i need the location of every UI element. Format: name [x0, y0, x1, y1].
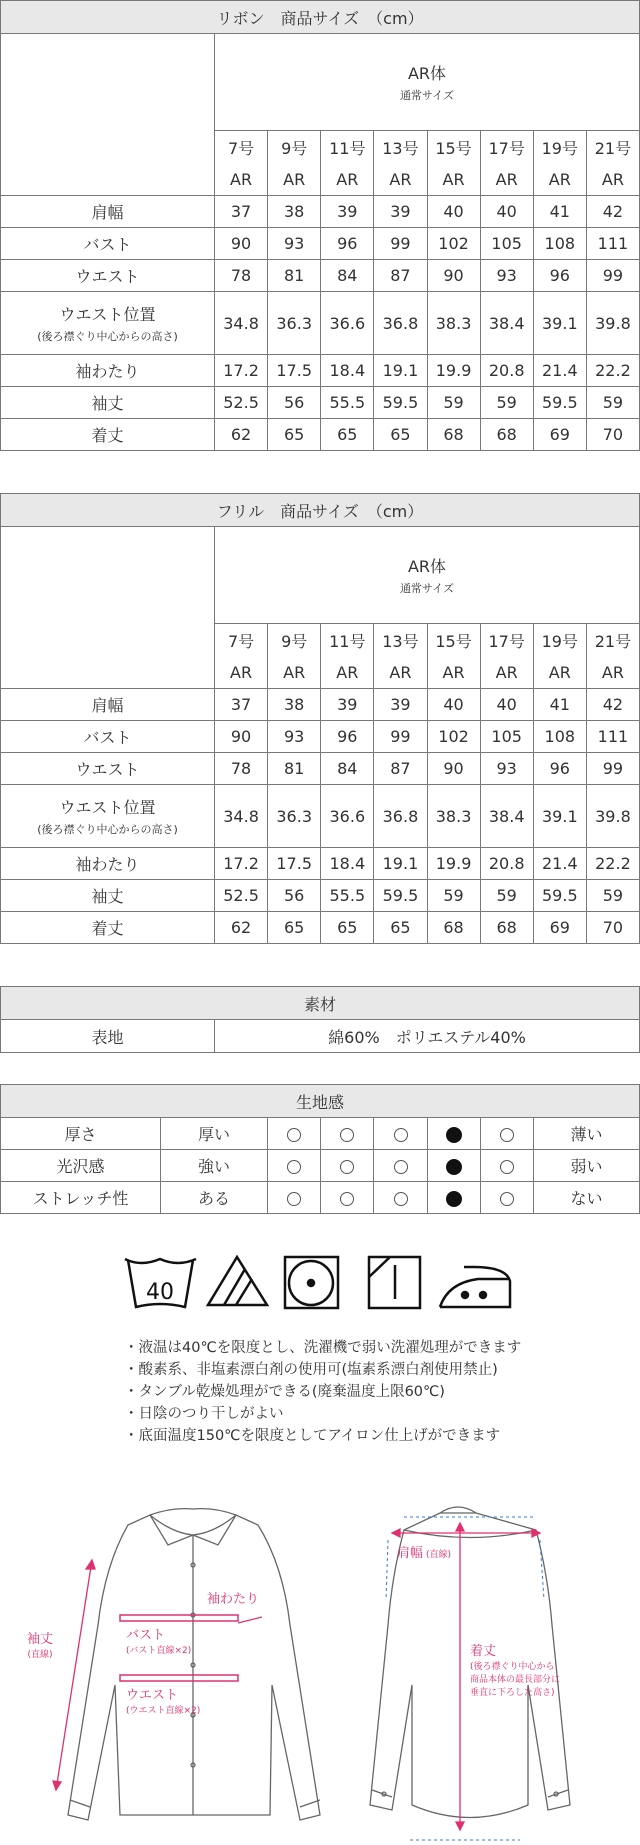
table-cell: 52.5: [215, 387, 268, 419]
size-header: 19号: [533, 624, 586, 657]
table-cell: 65: [374, 912, 427, 944]
row-label-cell: [1, 785, 215, 848]
table-cell: 62: [215, 419, 268, 451]
size-header: 15号: [427, 131, 480, 164]
shoulder-label: 肩幅: [397, 1546, 424, 1561]
row-label: 袖わたり: [75, 362, 140, 381]
table-title: リボン 商品サイズ （cm）: [1, 1, 640, 34]
table-cell: 68: [480, 419, 533, 451]
table-cell: 99: [374, 721, 427, 753]
measurement-diagram: [0, 1505, 640, 1845]
material-title: 素材: [1, 987, 640, 1020]
table-cell: 81: [268, 260, 321, 292]
table-cell: 37: [215, 196, 268, 228]
table-cell: 59: [427, 387, 480, 419]
body-type-sub: 通常サイズ: [399, 582, 455, 595]
table-cell: 41: [533, 196, 586, 228]
size-header: 17号: [480, 131, 533, 164]
table-cell: 21.4: [533, 848, 586, 880]
table-cell: 99: [586, 753, 639, 785]
size-code: AR: [586, 656, 639, 689]
bust-sub: (バスト直線×2): [126, 1646, 192, 1656]
table-cell: 102: [427, 721, 480, 753]
row-label-cell: [1, 848, 215, 880]
size-code: AR: [427, 656, 480, 689]
waist-marker: [120, 1675, 238, 1681]
bust-label: バスト: [126, 1628, 166, 1643]
empty-circle-icon: [287, 1128, 301, 1142]
table-row: [1, 355, 640, 387]
table-title: フリル 商品サイズ （cm）: [1, 494, 640, 527]
table-cell: 96: [321, 228, 374, 260]
table-cell: 36.3: [268, 785, 321, 848]
bleach-allowed-icon: [208, 1257, 267, 1305]
table-cell: 62: [215, 912, 268, 944]
fabric-scale-cell: [481, 1118, 534, 1150]
table-cell: 39.8: [586, 292, 639, 355]
table-cell: 22.2: [586, 848, 639, 880]
row-label: 肩幅: [91, 696, 124, 715]
table-cell: 99: [374, 228, 427, 260]
table-cell: 36.6: [321, 785, 374, 848]
table-cell: 17.2: [215, 355, 268, 387]
size-code: AR: [374, 656, 427, 689]
table-cell: 70: [586, 912, 639, 944]
row-label: 袖丈: [91, 887, 124, 906]
fabric-row: [1, 1182, 640, 1214]
fabric-label: 光沢感: [1, 1150, 161, 1182]
shoulder-sub: (直線): [426, 1550, 452, 1560]
length-label: 着丈: [470, 1644, 497, 1659]
fabric-scale-cell: [374, 1182, 428, 1214]
size-code: AR: [321, 163, 374, 196]
row-label-cell: [1, 387, 215, 419]
table-cell: 78: [215, 260, 268, 292]
row-label: ウエスト位置: [59, 798, 156, 817]
care-note: ・底面温度150℃を限度としてアイロン仕上げができます: [124, 1428, 501, 1444]
size-code: AR: [215, 656, 268, 689]
table-cell: 96: [533, 260, 586, 292]
empty-circle-icon: [340, 1160, 354, 1174]
table-cell: 108: [533, 228, 586, 260]
sleeve-width-label: 袖わたり: [207, 1592, 260, 1607]
table-cell: 59: [480, 387, 533, 419]
sleeve-length-marker: [53, 1560, 95, 1790]
table-cell: 36.6: [321, 292, 374, 355]
front-shirt-illustration: [68, 1509, 320, 1820]
size-header: 19号: [533, 131, 586, 164]
bust-marker: [120, 1615, 238, 1621]
table-row: [1, 228, 640, 260]
table-cell: 68: [427, 912, 480, 944]
table-cell: 40: [480, 196, 533, 228]
table-cell: 37: [215, 689, 268, 721]
selected-dot-icon: [446, 1191, 462, 1207]
fabric-scale-cell: [321, 1150, 374, 1182]
table-cell: 52.5: [215, 880, 268, 912]
table-row: [1, 387, 640, 419]
table-cell: 59: [480, 880, 533, 912]
care-note: ・日陰のつり干しがよい: [124, 1406, 284, 1422]
sleeve-width-marker: [238, 1617, 262, 1623]
size-table-ribbon: [0, 0, 640, 451]
table-row: [1, 260, 640, 292]
table-row: [1, 419, 640, 451]
svg-text:40: 40: [146, 1280, 174, 1305]
row-label-cell: [1, 228, 215, 260]
size-header: 9号: [268, 131, 321, 164]
care-notes: [124, 1337, 521, 1447]
table-cell: 56: [268, 387, 321, 419]
row-label: 着丈: [91, 426, 124, 445]
fabric-title: 生地感: [1, 1085, 640, 1118]
size-header: 15号: [427, 624, 480, 657]
table-cell: 17.5: [268, 848, 321, 880]
table-cell: 38.4: [480, 292, 533, 355]
row-label-cell: [1, 196, 215, 228]
size-header: 21号: [586, 131, 639, 164]
fabric-scale-cell: [428, 1118, 481, 1150]
row-label-cell: [1, 721, 215, 753]
size-header: 7号: [215, 131, 268, 164]
table-cell: 65: [321, 912, 374, 944]
wash-40-icon: [125, 1259, 196, 1307]
fabric-left: ある: [161, 1182, 268, 1214]
size-header: 13号: [374, 131, 427, 164]
table-row: [1, 753, 640, 785]
table-cell: 65: [268, 419, 321, 451]
table-row: [1, 196, 640, 228]
row-label: ウエスト: [75, 267, 140, 286]
row-label-cell: [1, 419, 215, 451]
row-label-cell: [1, 260, 215, 292]
fabric-scale-cell: [268, 1182, 321, 1214]
fabric-scale-cell: [374, 1150, 428, 1182]
table-cell: 99: [586, 260, 639, 292]
table-row: [1, 721, 640, 753]
empty-circle-icon: [394, 1128, 408, 1142]
table-row: [1, 292, 640, 355]
waist-sub: (ウエスト直線×2): [126, 1706, 201, 1716]
fabric-scale-cell: [428, 1150, 481, 1182]
table-cell: 39.1: [533, 292, 586, 355]
size-code: AR: [480, 163, 533, 196]
table-cell: 68: [480, 912, 533, 944]
table-cell: 41: [533, 689, 586, 721]
empty-circle-icon: [500, 1160, 514, 1174]
size-code: AR: [268, 163, 321, 196]
row-label-cell: [1, 880, 215, 912]
table-cell: 90: [215, 228, 268, 260]
row-label: ウエスト: [75, 760, 140, 779]
empty-circle-icon: [500, 1128, 514, 1142]
row-label-cell: [1, 753, 215, 785]
table-cell: 59: [586, 880, 639, 912]
table-row: [1, 785, 640, 848]
table-cell: 39.1: [533, 785, 586, 848]
table-cell: 59.5: [533, 387, 586, 419]
table-cell: 55.5: [321, 880, 374, 912]
table-cell: 84: [321, 260, 374, 292]
fabric-scale-cell: [374, 1118, 428, 1150]
row-label-sub: (後ろ襟ぐり中心からの高さ): [37, 330, 178, 343]
table-cell: 17.5: [268, 355, 321, 387]
row-label-cell: [1, 689, 215, 721]
length-sub-3: 垂直に下ろした高さ): [470, 1688, 555, 1698]
row-label: 肩幅: [91, 203, 124, 222]
fabric-scale-cell: [481, 1182, 534, 1214]
size-code: AR: [268, 656, 321, 689]
fabric-label: ストレッチ性: [1, 1182, 161, 1214]
table-cell: 87: [374, 260, 427, 292]
empty-circle-icon: [500, 1192, 514, 1206]
table-cell: 39.8: [586, 785, 639, 848]
corner-cell: [1, 527, 215, 689]
table-cell: 59: [427, 880, 480, 912]
size-header: 21号: [586, 624, 639, 657]
table-cell: 42: [586, 689, 639, 721]
size-code: AR: [215, 163, 268, 196]
table-cell: 96: [321, 721, 374, 753]
table-cell: 38.3: [427, 785, 480, 848]
size-code: AR: [533, 656, 586, 689]
table-cell: 102: [427, 228, 480, 260]
empty-circle-icon: [394, 1160, 408, 1174]
table-cell: 38: [268, 689, 321, 721]
row-label-sub: (後ろ襟ぐり中心からの高さ): [37, 823, 178, 836]
table-cell: 93: [480, 260, 533, 292]
table-cell: 93: [268, 228, 321, 260]
table-row: [1, 689, 640, 721]
fabric-left: 強い: [161, 1150, 268, 1182]
iron-medium-icon: [440, 1267, 510, 1307]
size-header: 13号: [374, 624, 427, 657]
row-label: ウエスト位置: [59, 305, 156, 324]
fabric-right: 薄い: [534, 1118, 640, 1150]
table-cell: 39: [374, 196, 427, 228]
table-cell: 59.5: [374, 387, 427, 419]
care-icons: [0, 1245, 640, 1330]
corner-cell: [1, 34, 215, 196]
body-type-sub: 通常サイズ: [399, 89, 455, 102]
fabric-scale-cell: [268, 1118, 321, 1150]
table-cell: 93: [480, 753, 533, 785]
table-cell: 38: [268, 196, 321, 228]
fabric-row: [1, 1150, 640, 1182]
row-label: 着丈: [91, 919, 124, 938]
size-table-frill: [0, 493, 640, 944]
row-label: バスト: [83, 235, 132, 254]
selected-dot-icon: [446, 1127, 462, 1143]
table-cell: 81: [268, 753, 321, 785]
table-cell: 90: [427, 260, 480, 292]
empty-circle-icon: [394, 1192, 408, 1206]
fabric-scale-cell: [321, 1118, 374, 1150]
table-cell: 108: [533, 721, 586, 753]
empty-circle-icon: [287, 1192, 301, 1206]
table-cell: 105: [480, 228, 533, 260]
size-code: AR: [533, 163, 586, 196]
fabric-scale-cell: [268, 1150, 321, 1182]
selected-dot-icon: [446, 1159, 462, 1175]
table-cell: 87: [374, 753, 427, 785]
length-sub-2: 商品本体の最長部分に: [470, 1675, 561, 1685]
table-cell: 68: [427, 419, 480, 451]
row-label-cell: [1, 292, 215, 355]
size-code: AR: [480, 656, 533, 689]
material-value: 綿60% ポリエステル40%: [215, 1020, 640, 1053]
table-cell: 40: [480, 689, 533, 721]
fabric-right: 弱い: [534, 1150, 640, 1182]
table-cell: 39: [321, 196, 374, 228]
table-cell: 19.9: [427, 355, 480, 387]
table-cell: 90: [427, 753, 480, 785]
table-cell: 17.2: [215, 848, 268, 880]
table-cell: 69: [533, 912, 586, 944]
table-cell: 39: [321, 689, 374, 721]
size-header: 11号: [321, 624, 374, 657]
care-note: ・液温は40℃を限度とし、洗濯機で弱い洗濯処理ができます: [124, 1340, 522, 1356]
table-cell: 36.8: [374, 292, 427, 355]
line-dry-shade-icon: [369, 1257, 420, 1308]
care-note: ・タンブル乾燥処理ができる(廃棄温度上限60℃): [124, 1384, 445, 1400]
fabric-label: 厚さ: [1, 1118, 161, 1150]
row-label: 袖丈: [91, 394, 124, 413]
table-cell: 111: [586, 721, 639, 753]
length-arrow: [456, 1523, 464, 1830]
row-label-cell: [1, 912, 215, 944]
table-cell: 36.8: [374, 785, 427, 848]
table-cell: 34.8: [215, 292, 268, 355]
table-cell: 65: [268, 912, 321, 944]
length-sub-1: (後ろ襟ぐり中心から: [470, 1662, 555, 1672]
size-code: AR: [427, 163, 480, 196]
table-cell: 96: [533, 753, 586, 785]
table-cell: 93: [268, 721, 321, 753]
fabric-right: ない: [534, 1182, 640, 1214]
care-note: ・酸素系、非塩素漂白剤の使用可(塩素系漂白剤使用禁止): [124, 1362, 498, 1378]
table-cell: 38.4: [480, 785, 533, 848]
table-cell: 78: [215, 753, 268, 785]
body-type: AR体: [407, 64, 447, 83]
fabric-scale-cell: [481, 1150, 534, 1182]
empty-circle-icon: [340, 1192, 354, 1206]
body-type-cell: [215, 34, 640, 131]
table-cell: 21.4: [533, 355, 586, 387]
table-cell: 56: [268, 880, 321, 912]
waist-label: ウエスト: [126, 1688, 179, 1703]
table-cell: 19.1: [374, 848, 427, 880]
sleeve-label: 袖丈: [26, 1632, 54, 1647]
size-header: 11号: [321, 131, 374, 164]
size-header: 9号: [268, 624, 321, 657]
table-cell: 59.5: [374, 880, 427, 912]
material-table: [0, 986, 640, 1053]
size-header: 17号: [480, 624, 533, 657]
table-cell: 20.8: [480, 355, 533, 387]
table-cell: 90: [215, 721, 268, 753]
tumble-dry-icon: [285, 1257, 338, 1308]
body-type: AR体: [407, 557, 447, 576]
table-cell: 69: [533, 419, 586, 451]
table-row: [1, 880, 640, 912]
table-cell: 40: [427, 689, 480, 721]
table-cell: 22.2: [586, 355, 639, 387]
table-cell: 40: [427, 196, 480, 228]
shoulder-width-arrow: [392, 1529, 540, 1537]
table-cell: 36.3: [268, 292, 321, 355]
table-cell: 105: [480, 721, 533, 753]
table-cell: 65: [374, 419, 427, 451]
table-cell: 20.8: [480, 848, 533, 880]
table-cell: 70: [586, 419, 639, 451]
size-code: AR: [586, 163, 639, 196]
table-cell: 19.1: [374, 355, 427, 387]
row-label-cell: [1, 355, 215, 387]
table-cell: 18.4: [321, 355, 374, 387]
fabric-scale-cell: [321, 1182, 374, 1214]
material-label: 表地: [1, 1020, 215, 1053]
size-code: AR: [321, 656, 374, 689]
size-code: AR: [374, 163, 427, 196]
fabric-row: [1, 1118, 640, 1150]
fabric-left: 厚い: [161, 1118, 268, 1150]
row-label: バスト: [83, 728, 132, 747]
table-row: [1, 912, 640, 944]
fabric-feel-table: [0, 1084, 640, 1214]
table-cell: 59: [586, 387, 639, 419]
table-cell: 55.5: [321, 387, 374, 419]
table-cell: 111: [586, 228, 639, 260]
fabric-scale-cell: [428, 1182, 481, 1214]
size-header: 7号: [215, 624, 268, 657]
table-cell: 42: [586, 196, 639, 228]
row-label: 袖わたり: [75, 855, 140, 874]
table-cell: 59.5: [533, 880, 586, 912]
empty-circle-icon: [340, 1128, 354, 1142]
table-cell: 18.4: [321, 848, 374, 880]
table-cell: 34.8: [215, 785, 268, 848]
table-cell: 38.3: [427, 292, 480, 355]
table-cell: 84: [321, 753, 374, 785]
body-type-cell: [215, 527, 640, 624]
empty-circle-icon: [287, 1160, 301, 1174]
table-cell: 39: [374, 689, 427, 721]
table-row: [1, 848, 640, 880]
sleeve-sub: (直線): [27, 1650, 53, 1660]
table-cell: 19.9: [427, 848, 480, 880]
table-cell: 65: [321, 419, 374, 451]
